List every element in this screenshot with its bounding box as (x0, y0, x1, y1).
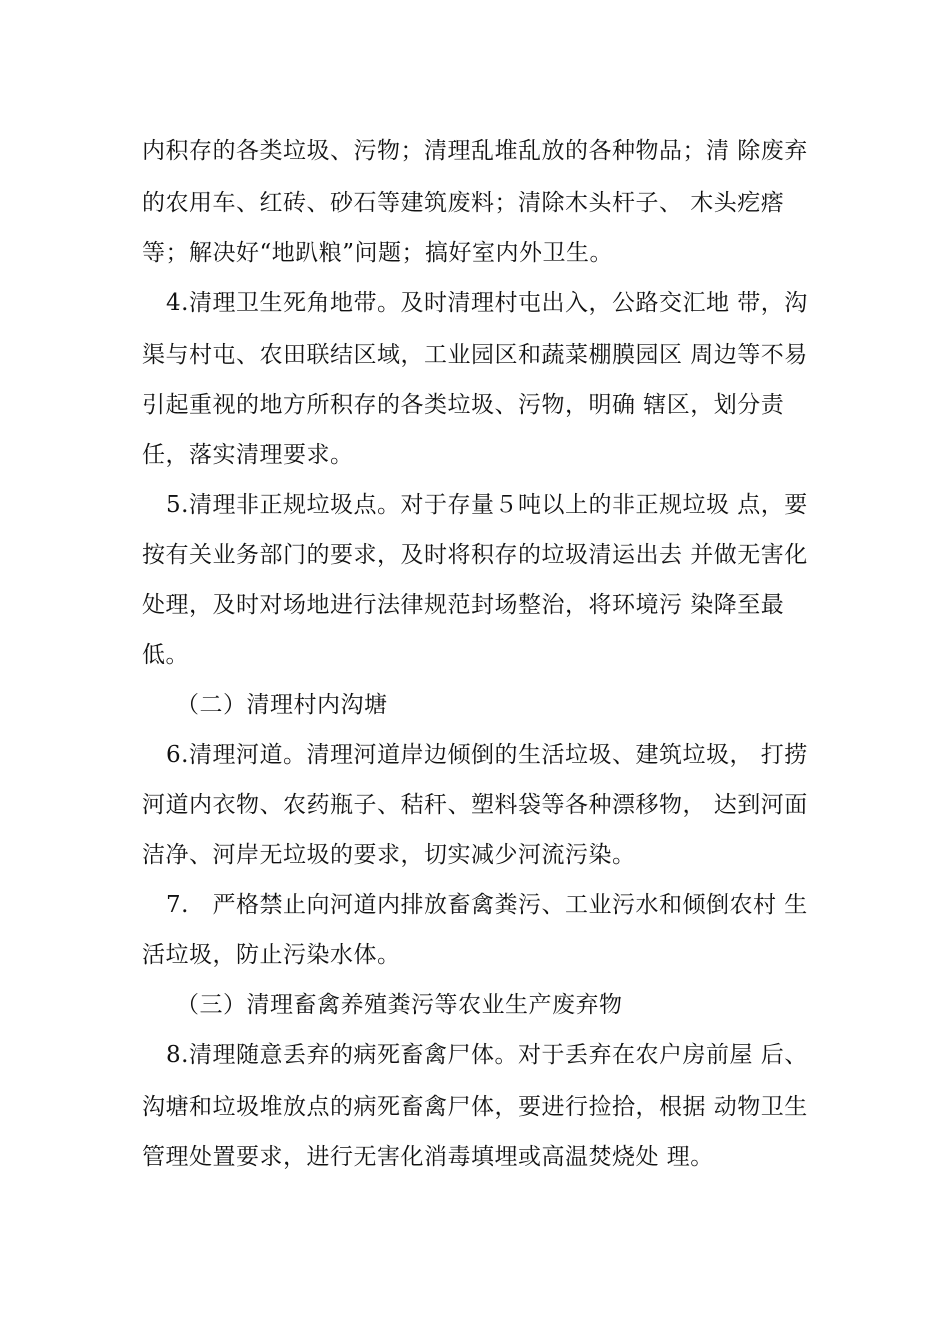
text-line: 活垃圾，防止污染水体。 (142, 942, 401, 968)
section-heading-3: （三）清理畜禽养殖粪污等农业生产废弃物 (176, 992, 623, 1018)
text-line: 引起重视的地方所积存的各类垃圾、污物，明确 辖区，划分责 (142, 392, 785, 418)
text-line: 内积存的各类垃圾、污物；清理乱堆乱放的各种物品；清 除废弃 (142, 138, 808, 164)
paragraph-4-start: 4.清理卫生死角地带。及时清理村屯出入，公路交汇地 带，沟 (166, 290, 808, 316)
text-line: 河道内衣物、农药瓶子、秸秆、塑料袋等各种漂移物， 达到河面 (142, 792, 808, 818)
text-line: 的农用车、红砖、砂石等建筑废料；清除木头杆子、 木头疙瘩 (142, 190, 785, 216)
paragraph-7-start: 7. 严格禁止向河道内排放畜禽粪污、工业污水和倾倒农村 生 (166, 892, 808, 918)
section-heading-2: （二）清理村内沟塘 (176, 692, 388, 718)
text-line: 渠与村屯、农田联结区域，工业园区和蔬菜棚膜园区 周边等不易 (142, 342, 808, 368)
text-line: 低。 (142, 642, 189, 668)
paragraph-6-start: 6.清理河道。清理河道岸边倾倒的生活垃圾、建筑垃圾， 打捞 (166, 742, 808, 768)
text-line: 任，落实清理要求。 (142, 442, 354, 468)
text-line: 洁净、河岸无垃圾的要求，切实减少河流污染。 (142, 842, 636, 868)
paragraph-5-start: 5.清理非正规垃圾点。对于存量５吨以上的非正规垃圾 点，要 (166, 492, 808, 518)
text-line: 处理，及时对场地进行法律规范封场整治，将环境污 染降至最 (142, 592, 785, 618)
text-line: 按有关业务部门的要求，及时将积存的垃圾清运出去 并做无害化 (142, 542, 808, 568)
text-line: 等；解决好“地趴粮”问题；搞好室内外卫生。 (142, 240, 614, 266)
paragraph-8-start: 8.清理随意丢弃的病死畜禽尸体。对于丢弃在农户房前屋 后、 (166, 1042, 808, 1068)
text-line: 沟塘和垃圾堆放点的病死畜禽尸体，要进行捡拾，根据 动物卫生 (142, 1094, 808, 1120)
text-line: 管理处置要求，进行无害化消毒填埋或高温焚烧处 理。 (142, 1144, 714, 1170)
